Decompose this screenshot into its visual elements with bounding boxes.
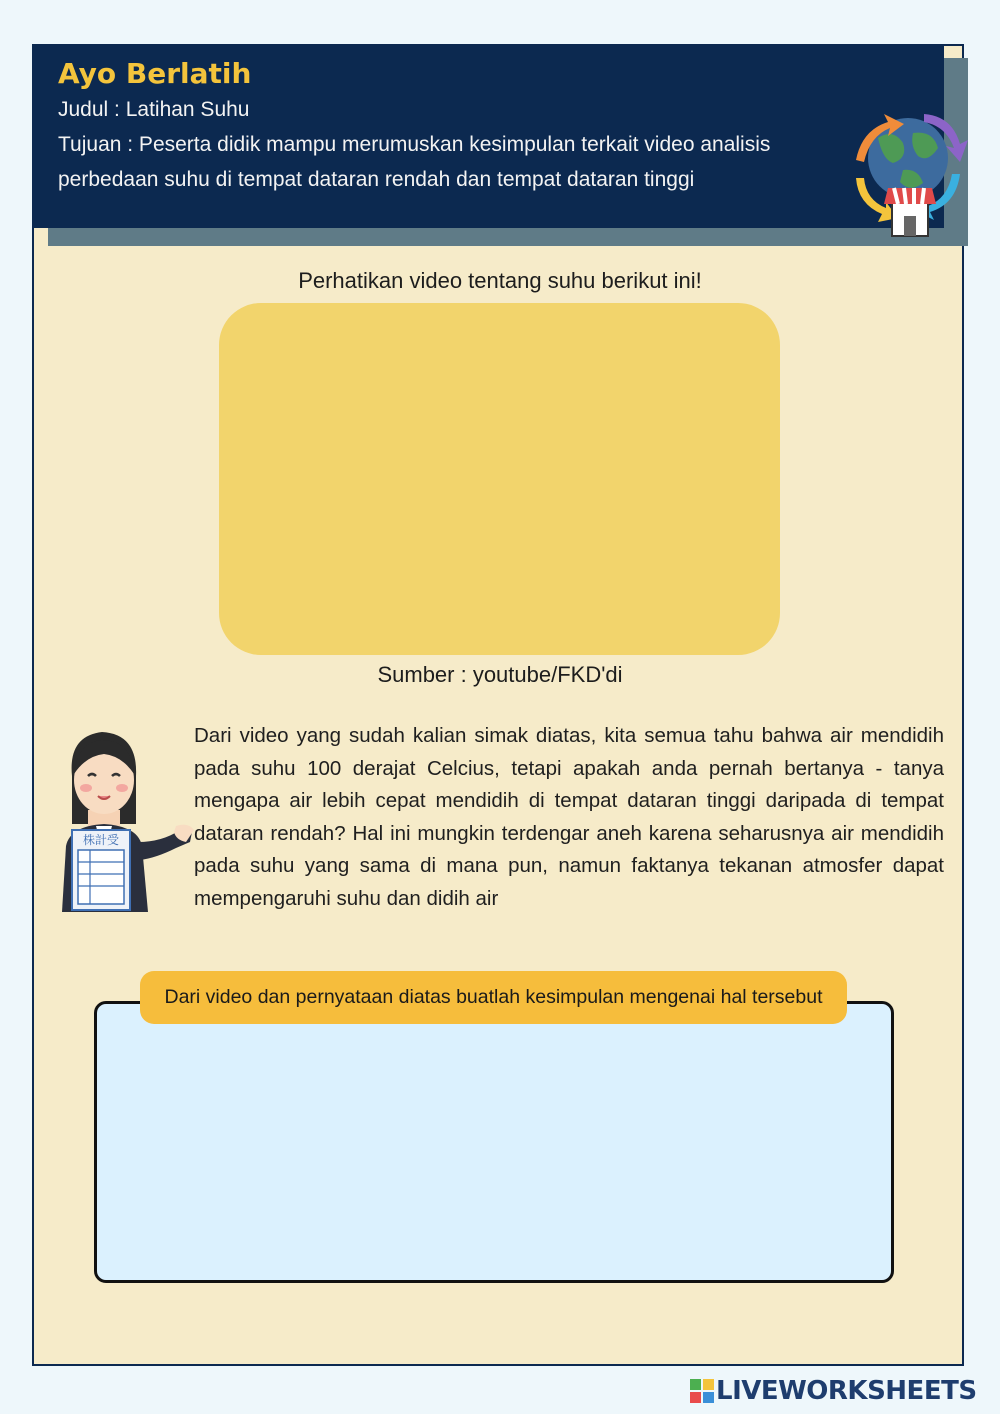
lesson-goal-line-1: Tujuan : Peserta didik mampu merumuskan kesimpulan terkait video analisis <box>58 133 771 156</box>
liveworksheets-icon <box>690 1379 714 1403</box>
lesson-goal-line-2: perbedaan suhu di tempat dataran rendah dan tempat dataran tinggi <box>58 168 695 191</box>
liveworksheets-logo <box>690 1374 977 1408</box>
video-instruction: Perhatikan video tentang suhu berikut ini! <box>298 268 702 293</box>
teacher-illustration <box>52 726 196 912</box>
lesson-title: Judul : Latihan Suhu <box>58 98 250 121</box>
video-source: Sumber : youtube/FKD'di <box>377 662 623 687</box>
task-prompt: Dari video dan pernyataan diatas buatlah kesimpulan mengenai hal tersebut <box>140 971 847 1024</box>
page-title: Ayo Berlatih <box>58 57 252 90</box>
conclusion-answer-area[interactable] <box>94 1001 894 1283</box>
teacher-card-label: 株計受 <box>82 833 120 847</box>
video-player[interactable] <box>219 303 780 655</box>
liveworksheets-wordmark: LIVEWORKSHEETS <box>716 1376 977 1406</box>
globe-market-icon <box>848 108 972 240</box>
explanation-paragraph: Dari video yang sudah kalian simak diatas, kita semua tahu bahwa air mendidih pada suhu 100 derajat Celcius, tetapi apakah anda pernah bertanya - tanya mengapa air lebih cepat mendidih di tempat dataran tinggi daripada di tempat dataran rendah? Hal ini mungkin terdengar aneh karena seharusnya air mendidih pada suhu yang sama di mana pun, namun faktanya tekanan atmosfer dapat mempengaruhi suhu dan didih air <box>194 724 944 910</box>
header-banner <box>32 44 944 228</box>
